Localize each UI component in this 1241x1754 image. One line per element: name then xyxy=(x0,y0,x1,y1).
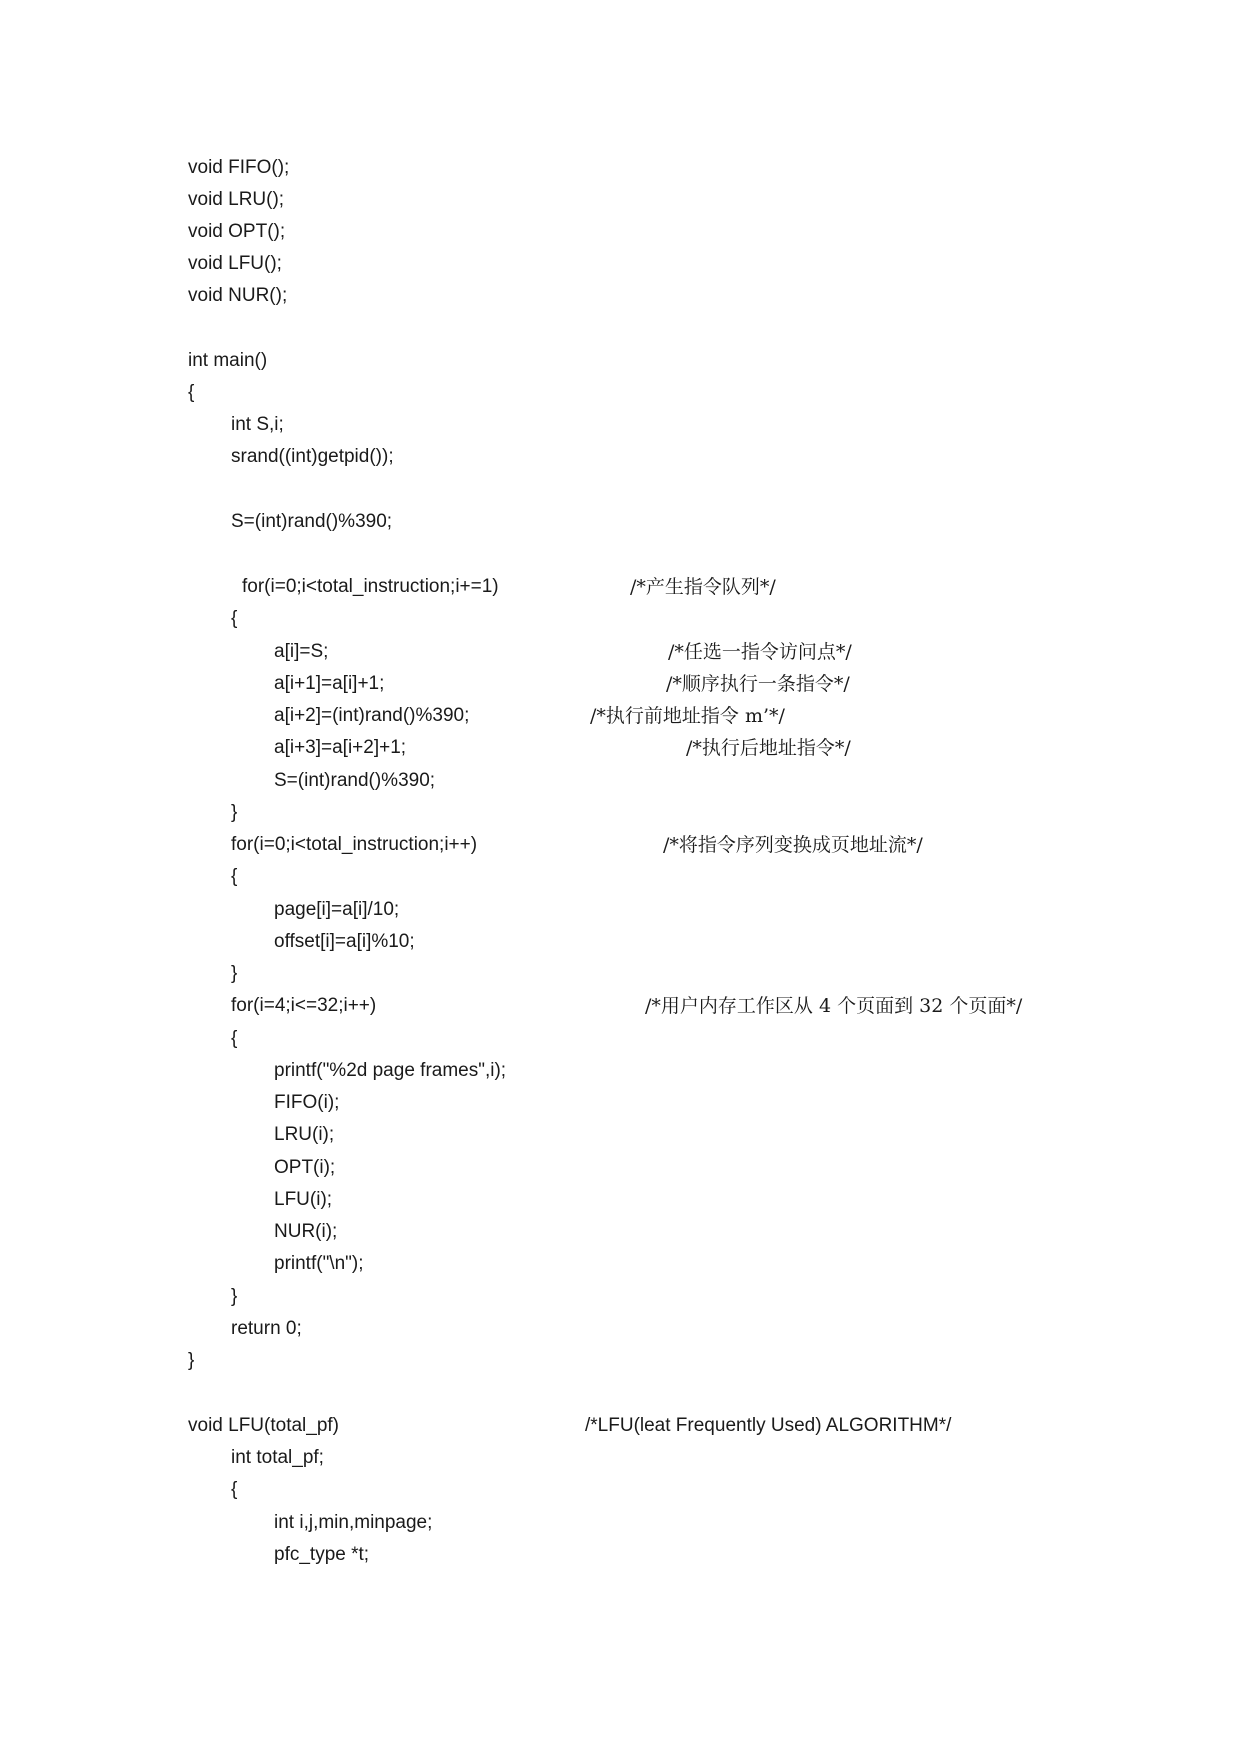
code-line: } xyxy=(188,1350,195,1371)
code-line: void FIFO(); xyxy=(188,157,290,178)
code-line: int S,i; xyxy=(231,414,284,435)
code-comment: /*顺序执行一条指令*/ xyxy=(666,673,850,695)
code-line: S=(int)rand()%390; xyxy=(231,511,393,532)
code-line: { xyxy=(188,382,195,403)
code-comment: /*产生指令队列*/ xyxy=(630,576,776,598)
code-line: page[i]=a[i]/10; xyxy=(274,899,400,920)
code-line: void LRU(); xyxy=(188,189,285,210)
code-line: { xyxy=(231,1028,238,1049)
code-line: S=(int)rand()%390; xyxy=(274,770,436,791)
code-line: OPT(i); xyxy=(274,1157,336,1178)
code-line: pfc_type *t; xyxy=(274,1544,370,1565)
code-line: offset[i]=a[i]%10; xyxy=(274,931,415,952)
code-line: NUR(i); xyxy=(274,1221,338,1242)
code-line: LFU(i); xyxy=(274,1189,333,1210)
code-line: for(i=0;i<total_instruction;i+=1) xyxy=(242,576,499,597)
code-line: int main() xyxy=(188,350,268,371)
code-comment: /*用户内存工作区从 4 个页面到 32 个页面*/ xyxy=(645,995,1023,1017)
code-comment: /*将指令序列变换成页地址流*/ xyxy=(663,834,923,856)
code-comment: /*执行前地址指令 m’*/ xyxy=(590,705,785,727)
code-line: a[i+3]=a[i+2]+1; xyxy=(274,737,407,758)
code-line: void NUR(); xyxy=(188,285,288,306)
code-line: int total_pf; xyxy=(231,1447,324,1468)
code-line: } xyxy=(231,963,238,984)
code-line: int i,j,min,minpage; xyxy=(274,1512,433,1533)
code-comment: /*执行后地址指令*/ xyxy=(686,737,851,759)
code-line: printf("\n"); xyxy=(274,1253,364,1274)
code-line: void LFU(); xyxy=(188,253,282,274)
code-line: printf("%2d page frames",i); xyxy=(274,1060,507,1081)
code-line: { xyxy=(231,866,238,887)
code-comment: /*LFU(leat Frequently Used) ALGORITHM*/ xyxy=(585,1415,952,1436)
code-line: } xyxy=(231,1286,238,1307)
code-line: void LFU(total_pf) xyxy=(188,1415,340,1436)
code-line: srand((int)getpid()); xyxy=(231,446,394,467)
code-line: LRU(i); xyxy=(274,1124,335,1145)
code-line: void OPT(); xyxy=(188,221,286,242)
code-comment: /*任选一指令访问点*/ xyxy=(668,641,852,663)
code-line: } xyxy=(231,802,238,823)
code-line: a[i+2]=(int)rand()%390; xyxy=(274,705,470,726)
code-line: return 0; xyxy=(231,1318,302,1339)
code-line: { xyxy=(231,608,238,629)
code-line: for(i=0;i<total_instruction;i++) xyxy=(231,834,478,855)
code-line: for(i=4;i<=32;i++) xyxy=(231,995,377,1016)
code-line: { xyxy=(231,1479,238,1500)
code-line: a[i+1]=a[i]+1; xyxy=(274,673,385,694)
code-line: a[i]=S; xyxy=(274,641,329,662)
code-line: FIFO(i); xyxy=(274,1092,340,1113)
